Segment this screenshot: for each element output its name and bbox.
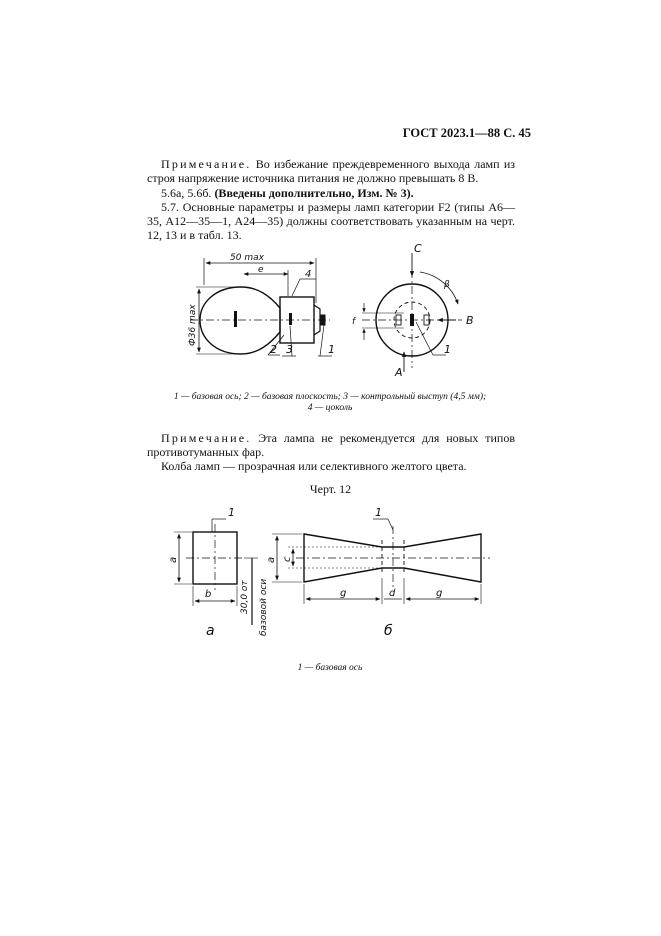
axis-label: базовой оси: [259, 578, 269, 636]
label-4: 4: [305, 269, 312, 280]
fig12-legend-line2: 4 — цоколь: [307, 403, 353, 413]
distance-label: 30,0 от: [240, 580, 250, 614]
label-1: 1: [328, 343, 335, 356]
g-label-left: g: [340, 588, 347, 599]
view-a-label: A: [395, 366, 403, 379]
length-label: 50 max: [230, 253, 264, 263]
e-label: e: [258, 265, 264, 275]
a-dimension-label-b: a: [266, 556, 277, 563]
label-3: 3: [286, 343, 293, 356]
f-label: f: [352, 317, 356, 327]
g-label-right: g: [436, 588, 443, 599]
sub-label-a: а: [206, 623, 215, 639]
label-2: 2: [270, 343, 277, 356]
bulb-paragraph: Колба ламп — прозрачная или селективного желтого цвета.: [161, 459, 467, 473]
note2-label: Примечание.: [161, 431, 252, 445]
filament-view-b: [272, 519, 490, 604]
b-dimension-label: b: [205, 589, 212, 600]
label-1-front: 1: [444, 343, 451, 356]
label-1-a: 1: [228, 506, 235, 519]
d-label: d: [389, 588, 396, 599]
a-dimension-label: a: [168, 556, 179, 563]
fig-ab-legend: 1 — базовая ось: [297, 663, 363, 673]
beta-label: β: [444, 280, 450, 290]
fig12-caption: Черт. 12: [309, 482, 352, 496]
page-header: ГОСТ 2023.1—88 С. 45: [402, 126, 531, 140]
diameter-label: Ф36 max: [188, 304, 198, 346]
view-c-label: C: [414, 242, 422, 255]
note2-text: Эта лампа не рекомендуется для новых типов противотуманных фар.: [147, 431, 515, 459]
sub-label-b: б: [384, 623, 393, 639]
c-dimension-label: c: [282, 556, 293, 562]
parameters-paragraph: 5.7. Основные параметры и размеры ламп категории F2 (типы А6—35, А12—35—1, А24—35) должны соответствовать указанным на черт. 12, 13 и в табл. 13.: [147, 200, 515, 242]
amendment-prefix: 5.6а, 5.6б.: [161, 186, 215, 200]
view-b-label: B: [466, 314, 474, 327]
note-label: Примечание.: [161, 157, 252, 171]
label-1-b: 1: [375, 506, 382, 519]
fig12-legend-line1: 1 — базовая ось; 2 — базовая плоскость; 3 — контрольный выступ (4,5 мм);: [173, 392, 487, 402]
amendment-bold: (Введены дополнительно, Изм. № 3).: [214, 186, 414, 200]
note-text: Во избежание преждевременного выхода ламп из строя напряжение источника питания не должно превышать 8 В.: [147, 157, 515, 185]
note2-paragraph: [147, 431, 515, 459]
